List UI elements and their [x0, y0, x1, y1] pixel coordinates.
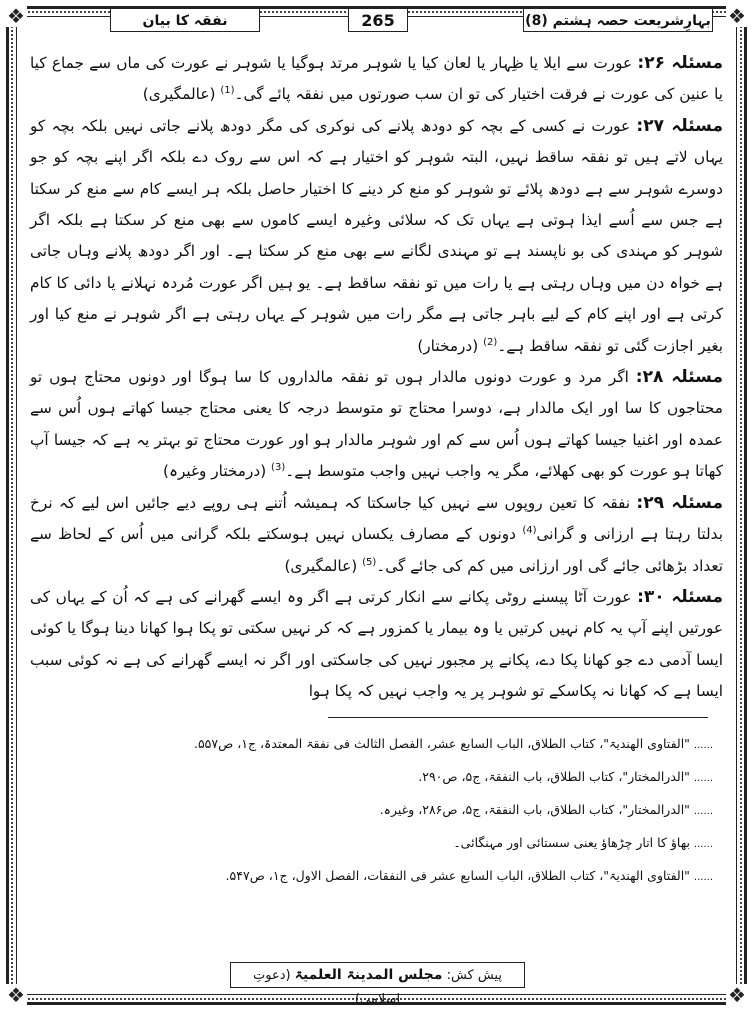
paragraph	[30, 488, 723, 582]
page-number: 265	[348, 8, 408, 32]
masla-label: مسئلہ ۳۰:	[637, 586, 723, 607]
footnote-ref[interactable]: (1)	[220, 85, 235, 97]
footnote-ref[interactable]: (3)	[271, 462, 286, 474]
masla-label: مسئلہ ۲۷:	[636, 115, 723, 136]
masla-label: مسئلہ ۲۹:	[636, 492, 723, 513]
footnote-ref[interactable]: (2)	[483, 336, 498, 348]
publisher-name: مجلس المدینۃ العلمیۃ	[294, 967, 443, 983]
paragraph-text: عورت نے کسی کے بچہ کو دودھ پلانے کی نوکری کی مگر دودھ پلانے جاتی نہیں بلکہ بچہ کو یہاں لاتے ہیں تو نفقہ ساقط نہیں، البتہ شوہر کو اختیار ہے کہ اس سے روک دے بلکہ اگر اپنے بچہ کو جو دوسرے شوہر سے ہے دودھ پلائے تو شوہر کو منع کر دینے کا اختیار حاصل بلکہ ہر ایسے کام سے منع کر سکتا ہے جس سے اُسے ایذا ہوتی ہے یہاں تک کہ سلائی وغیرہ ایسے کاموں سے بھی منع کر سکتا ہے بلکہ اگر شوہر کو مہندی کی بو ناپسند ہے تو مہندی لگانے سے بھی منع کر سکتا ہے۔ اور اگر دودھ پلانے وہاں جاتی ہے خواہ دن میں وہاں رہتی ہے یا رات میں تو نفقہ ساقط ہے۔ یو ہیں اگر عورت مُردہ نہلانے یا دائی کا کام کرتی ہے اور اپنے کام کے لیے باہر جاتی ہے مگر رات میں شوہر کے یہاں رہتی ہے اگر شوہر نے منع کیا اور بغیر اجازت گئی تو نفقہ ساقط ہے۔	[30, 116, 723, 355]
paragraph-text: نفقہ کا تعین روپوں سے نہیں کیا جاسکتا کہ ہمیشہ اُتنے ہی روپے دیے جائیں اس لیے کہ نرخ بدلتا رہتا ہے ارزانی و گرانی	[30, 493, 723, 544]
source-citation: (عالمگیری)	[142, 85, 216, 104]
footer-suffix: (دعوتِ اسلامی)	[253, 968, 401, 1007]
paragraph	[30, 362, 723, 488]
paragraph-text: دونوں کے مصارف یکساں نہیں ہوسکتے بلکہ گرانی میں اُس کے لحاظ سے تعداد بڑھائی جائے گی اور ارزانی میں کم کی جائے گی۔	[30, 525, 723, 575]
masla-label: مسئلہ ۲۸:	[635, 367, 723, 388]
corner-ornament-icon: ❖	[726, 5, 748, 27]
paragraph	[30, 582, 723, 708]
footnote-item: ...... "الفتاوی الھندیۃ"، کتاب الطلاق، الباب السابع عشر فی النفقات، الفصل الاول، ج۱، ص۵۴۷.	[225, 868, 713, 883]
source-citation: (درمختار)	[417, 336, 479, 355]
book-part-title: بہارِشریعت حصہ ہشتم (8)	[523, 8, 713, 32]
paragraph-text: عورت آٹا پیسنے روٹی پکانے سے انکار کرتی ہے اگر وہ ایسے گھرانے کی ہے کہ اُن کے یہاں کی عورتیں اپنے آپ یہ کام نہیں کرتیں یا وہ بیمار یا کمزور ہے کہ کر نہیں سکتی تو پکا ہوا کھانا دینا ہوگا یا کوئی ایسا آدمی دے جو کھانا پکا دے، پکانے پر مجبور نہیں کی جاسکتی اور اگر نہ ایسے گھرانے کی ہے نہ کوئی سبب ایسا ہے کہ کھانا نہ پکاسکے تو شوہر پر یہ واجب نہیں کہ پکا ہوا	[30, 587, 723, 701]
chapter-title: نفقہ کا بیان	[110, 8, 260, 32]
source-citation: (عالمگیری)	[284, 556, 358, 575]
footnote-item: ...... "الدرالمختار"، کتاب الطلاق، باب النفقۃ، ج۵، ص۲۹۰.	[418, 769, 713, 784]
footnote-item: ...... "الفتاوی الھندیۃ"، کتاب الطلاق، الباب السابع عشر، الفصل الثالث فی نفقۃ المعتدۃ، ج۱، ص۵۵۷.	[193, 736, 713, 751]
footnote-ref[interactable]: (5)	[362, 556, 377, 568]
page-header	[30, 6, 723, 36]
footnotes	[40, 728, 713, 893]
source-citation: (درمختار وغیرہ)	[163, 462, 267, 481]
paragraph-text: عورت سے ایلا یا ظِہار یا لعان کیا یا شوہر مرتد ہوگیا یا شوہر نے عورت کی ماں سے جماع کیا یا عنین کی عورت نے فرقت اختیار کی تو ان سب صورتوں میں نفقہ پائے گی۔	[30, 54, 723, 104]
footnote-divider	[328, 717, 708, 718]
paragraph	[30, 111, 723, 362]
paragraph	[30, 48, 723, 111]
footnote-ref[interactable]: (4)	[522, 525, 537, 536]
masla-label: مسئلہ ۲۶:	[637, 53, 723, 73]
footnote-item: ...... "الدرالمختار"، کتاب الطلاق، باب النفقۃ، ج۵، ص۲۸۶، وغیرہ.	[379, 802, 713, 817]
main-text	[30, 48, 723, 708]
paragraph-text: اگر مرد و عورت دونوں مالدار ہوں تو نفقہ مالداروں کا سا ہوگا اور دونوں محتاج ہوں تو محتاجوں کا سا اور ایک مالدار ہے، دوسرا محتاج تو متوسط درجہ کا یعنی محتاج جیسا کھاتے ہوں اُس سے عمدہ اور اغنیا جیسا کھاتے ہوں اُس سے کم اور شوہر مالدار ہو اور عورت محتاج تو بہتر یہ ہے کہ جیسا آپ کھاتا ہو عورت کو بھی کھلائے، مگر یہ واجب نہیں واجب متوسط ہے۔	[30, 368, 723, 481]
publisher-footer	[230, 962, 525, 1007]
footnote-item: ...... بھاؤ کا اتار چڑھاؤ یعنی سستائی اور مہنگائی۔	[453, 835, 713, 850]
corner-ornament-icon: ❖	[726, 984, 748, 1006]
corner-ornament-icon: ❖	[5, 5, 27, 27]
footer-prefix: پیش کش:	[446, 968, 502, 983]
corner-ornament-icon: ❖	[5, 984, 27, 1006]
